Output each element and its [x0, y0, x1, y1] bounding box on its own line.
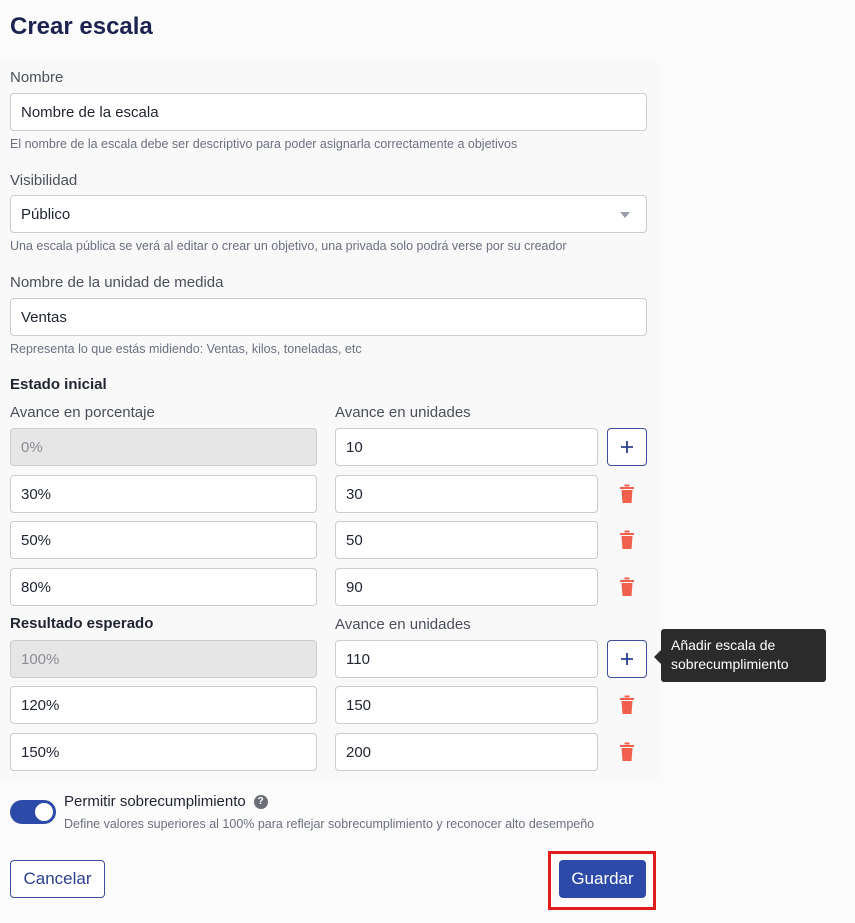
help-icon[interactable]: ? — [254, 795, 268, 809]
expected-units-column-label: Avance en unidades — [335, 616, 471, 633]
initial-units-input-3[interactable]: 90 — [335, 568, 598, 606]
initial-units-input-0[interactable]: 10 — [335, 428, 598, 466]
page-title: Crear escala — [10, 13, 153, 40]
expected-percent-input-2[interactable]: 150% — [10, 733, 317, 771]
overfulfillment-title: Permitir sobrecumplimiento — [64, 793, 246, 810]
initial-units-input-2[interactable]: 50 — [335, 521, 598, 559]
add-overfulfillment-tooltip: Añadir escala de sobrecumplimiento — [661, 629, 826, 682]
visibility-label: Visibilidad — [10, 172, 78, 189]
initial-units-input-1[interactable]: 30 — [335, 475, 598, 513]
initial-percent-input-1[interactable]: 30% — [10, 475, 317, 513]
visibility-value: Público — [21, 205, 71, 223]
toggle-knob — [35, 803, 53, 821]
tooltip-arrow — [654, 650, 661, 664]
add-overfulfillment-button[interactable] — [607, 640, 647, 678]
trash-icon[interactable] — [619, 695, 635, 715]
plus-icon — [620, 652, 634, 666]
initial-percent-input-0: 0% — [10, 428, 317, 466]
expected-percent-input-0: 100% — [10, 640, 317, 678]
initial-units-column-label: Avance en unidades — [335, 404, 471, 421]
expected-result-heading: Resultado esperado — [10, 615, 154, 632]
initial-percent-input-3[interactable]: 80% — [10, 568, 317, 606]
overfulfillment-title-row — [64, 793, 268, 810]
name-input[interactable]: Nombre de la escala — [10, 93, 647, 131]
overfulfillment-toggle[interactable] — [10, 800, 56, 824]
initial-percent-column-label: Avance en porcentaje — [10, 404, 155, 421]
trash-icon[interactable] — [619, 742, 635, 762]
name-hint: El nombre de la escala debe ser descriptivo para poder asignarla correctamente a objetivos — [10, 137, 518, 151]
expected-units-input-1[interactable]: 150 — [335, 686, 598, 724]
overfulfillment-description: Define valores superiores al 100% para reflejar sobrecumplimiento y reconocer alto desempeño — [64, 817, 595, 831]
expected-units-input-2[interactable]: 200 — [335, 733, 598, 771]
initial-percent-input-2[interactable]: 50% — [10, 521, 317, 559]
expected-percent-input-1[interactable]: 120% — [10, 686, 317, 724]
trash-icon[interactable] — [619, 577, 635, 597]
initial-state-heading: Estado inicial — [10, 376, 107, 393]
unit-label: Nombre de la unidad de medida — [10, 274, 224, 291]
plus-icon — [620, 440, 634, 454]
name-label: Nombre — [10, 69, 64, 86]
chevron-down-icon — [620, 212, 630, 218]
unit-input[interactable]: Ventas — [10, 298, 647, 336]
save-button[interactable]: Guardar — [559, 860, 646, 898]
visibility-hint: Una escala pública se verá al editar o crear un objetivo, una privada solo podrá verse por su creador — [10, 239, 567, 253]
expected-units-input-0[interactable]: 110 — [335, 640, 598, 678]
unit-hint: Representa lo que estás midiendo: Ventas, kilos, toneladas, etc — [10, 342, 362, 356]
add-initial-row-button[interactable] — [607, 428, 647, 466]
cancel-button[interactable]: Cancelar — [10, 860, 105, 898]
trash-icon[interactable] — [619, 530, 635, 550]
trash-icon[interactable] — [619, 484, 635, 504]
visibility-select[interactable] — [10, 195, 647, 233]
